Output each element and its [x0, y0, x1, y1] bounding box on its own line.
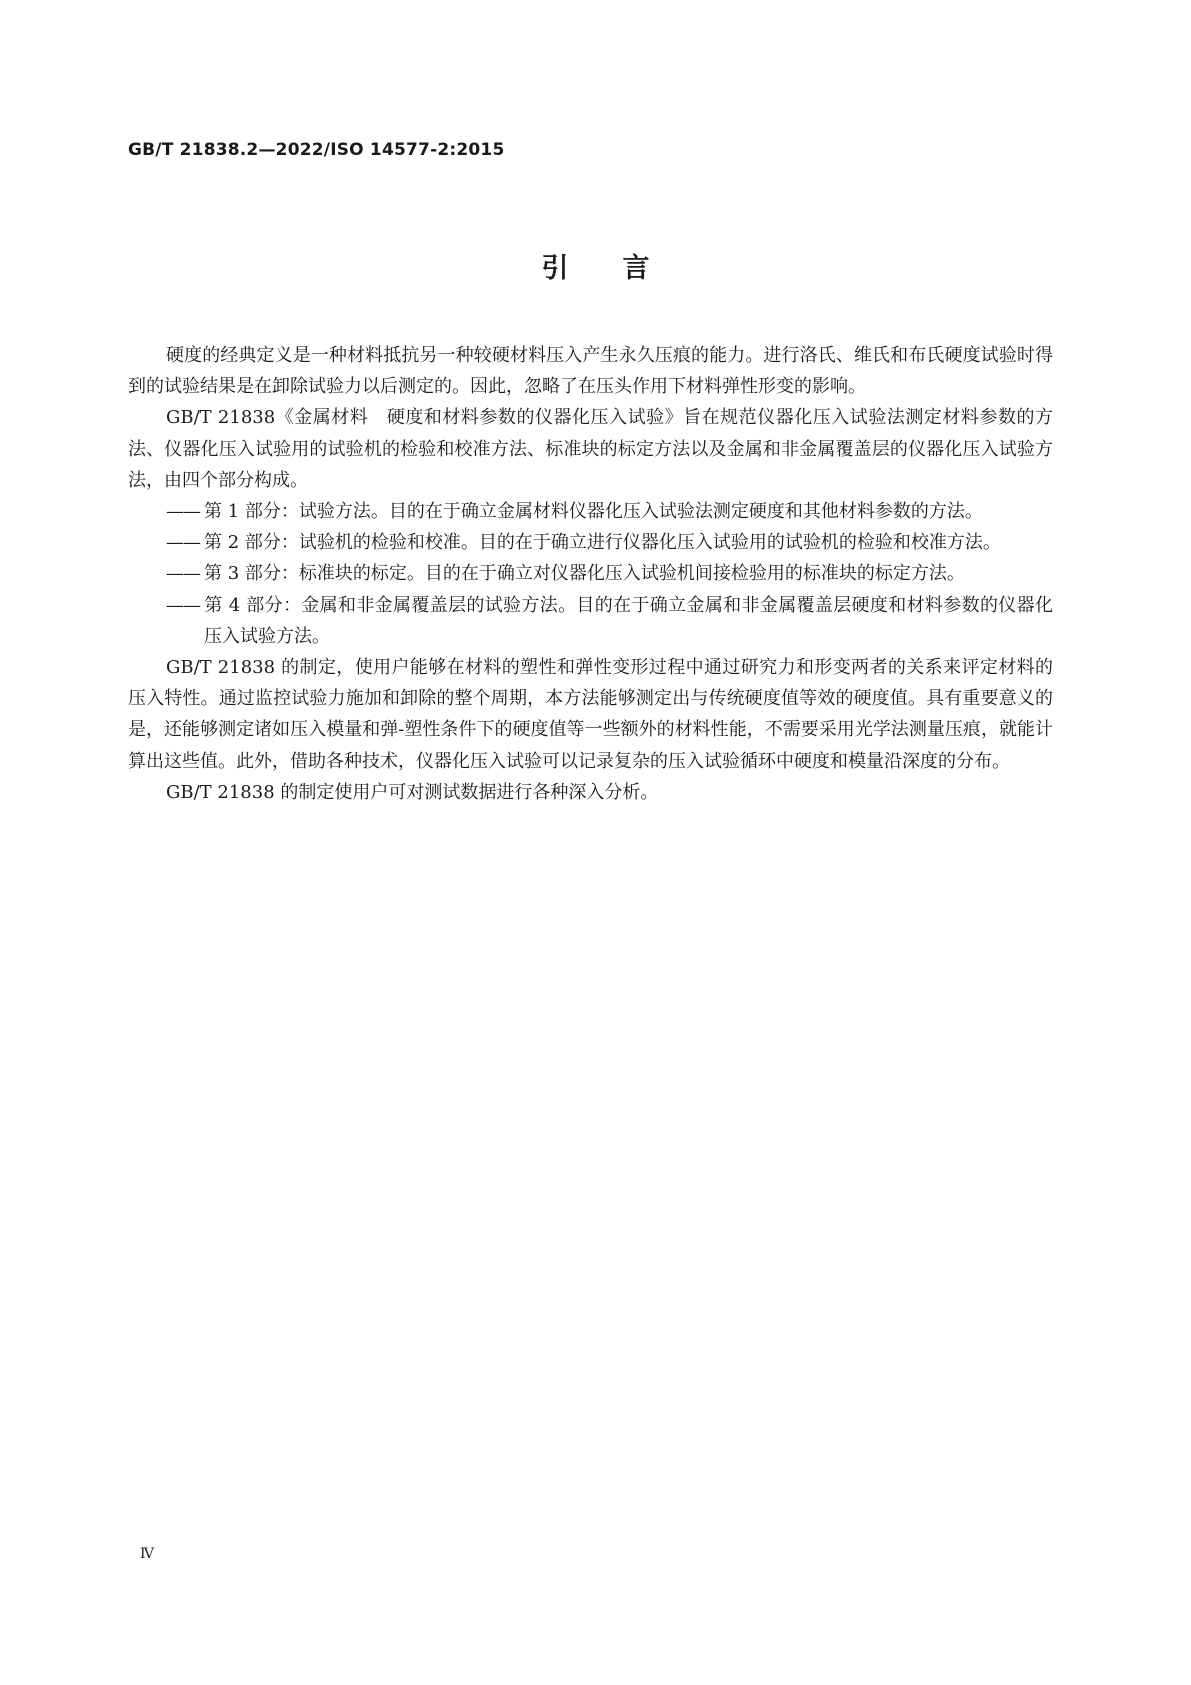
list-item-part-4 [128, 590, 1053, 652]
list-item-text: 第 2 部分：试验机的检验和校准。目的在于确立进行仪器化压入试验用的试验机的检验和校准方法。 [204, 532, 1001, 554]
standard-number-header: GB/T 21838.2—2022/ISO 14577-2:2015 [128, 140, 505, 160]
list-item-text: 第 4 部分：金属和非金属覆盖层的试验方法。目的在于确立金属和非金属覆盖层硬度和材料参数的仪器化压入试验方法。 [204, 594, 1053, 647]
list-dash: —— [166, 594, 200, 616]
paragraph-standard-scope: GB/T 21838《金属材料 硬度和材料参数的仪器化压入试验》旨在规范仪器化压入试验法测定材料参数的方法、仪器化压入试验用的试验机的检验和校准方法、标准块的标定方法以及金属和非金属覆盖层的仪器化压入试验方法，由四个部分构成。 [128, 407, 1053, 491]
list-item-text: 第 1 部分：试验方法。目的在于确立金属材料仪器化压入试验法测定硬度和其他材料参数的方法。 [204, 501, 983, 523]
page-title: 引言 [541, 253, 704, 284]
list-item-part-3 [128, 558, 1053, 589]
list-dash: —— [166, 563, 200, 585]
list-item-text: 第 3 部分：标准块的标定。目的在于确立对仪器化压入试验机间接检验用的标准块的标定方法。 [204, 563, 965, 585]
list-dash: —— [166, 532, 200, 554]
paragraph-hardness-definition: 硬度的经典定义是一种材料抵抗另一种较硬材料压入产生永久压痕的能力。进行洛氏、维氏和布氏硬度试验时得到的试验结果是在卸除试验力以后测定的。因此，忽略了在压头作用下材料弹性形变的影响。 [128, 345, 1053, 398]
introduction-body [128, 340, 1053, 808]
paragraph-standard-benefits: GB/T 21838 的制定，使用户能够在材料的塑性和弹性变形过程中通过研究力和形变两者的关系来评定材料的压入特性。通过监控试验力施加和卸除的整个周期，本方法能够测定出与传统硬度值等效的硬度值。具有重要意义的是，还能够测定诸如压入模量和弹-塑性条件下的硬度值等一些额外的材料性能，不需要采用光学法测量压痕，就能计算出这些值。此外，借助各种技术，仪器化压入试验可以记录复杂的压入试验循环中硬度和模量沿深度的分布。 [128, 657, 1053, 772]
list-item-part-1 [128, 496, 1053, 527]
page-number: Ⅳ [140, 1546, 154, 1562]
paragraph-data-analysis: GB/T 21838 的制定使用户可对测试数据进行各种深入分析。 [166, 781, 659, 803]
list-dash: —— [166, 501, 200, 523]
list-item-part-2 [128, 527, 1053, 558]
